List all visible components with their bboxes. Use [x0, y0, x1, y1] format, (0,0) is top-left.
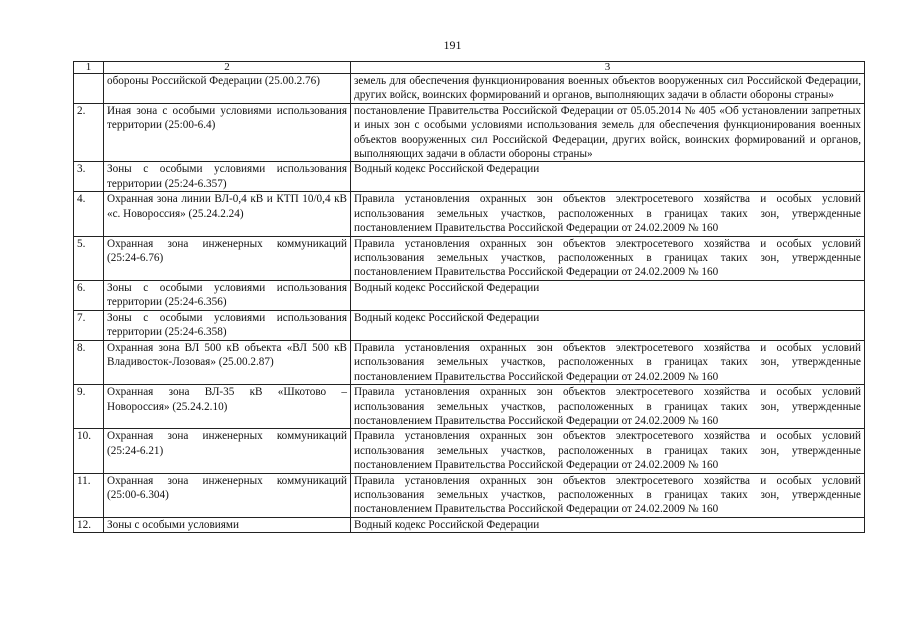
legal-source: Правила установления охранных зон объектов электросетевого хозяйства и особых условий использования земельных участков, расположенных в границах таких зон, утвержденные постановлением Правительства Российской Федерации от 24.02.2009 № 160 — [351, 192, 865, 236]
zone-name: Зоны с особыми условиями использования территории (25:24-6.356) — [104, 280, 351, 310]
row-number — [74, 74, 104, 104]
row-number: 4. — [74, 192, 104, 236]
zone-name: Охранная зона инженерных коммуникаций (25:24-6.21) — [104, 429, 351, 473]
legal-source: Правила установления охранных зон объектов электросетевого хозяйства и особых условий использования земельных участков, расположенных в границах таких зон, утвержденные постановлением Правительства Российской Федерации от 24.02.2009 № 160 — [351, 385, 865, 429]
zone-name: Зоны с особыми условиями использования территории (25:24-6.357) — [104, 162, 351, 192]
page-number: 191 — [443, 38, 462, 52]
zone-name: Охранная зона линии ВЛ-0,4 кВ и КТП 10/0,4 кВ «с. Новороссия» (25.24.2.24) — [104, 192, 351, 236]
legal-source: Водный кодекс Российской Федерации — [351, 162, 865, 192]
table-row — [74, 473, 865, 517]
legal-source: Правила установления охранных зон объектов электросетевого хозяйства и особых условий использования земельных участков, расположенных в границах таких зон, утвержденные постановлением Правительства Российской Федерации от 24.02.2009 № 160 — [351, 473, 865, 517]
legal-source: Водный кодекс Российской Федерации — [351, 280, 865, 310]
row-number: 8. — [74, 340, 104, 384]
table-row — [74, 280, 865, 310]
table-row — [74, 103, 865, 162]
legal-source: Правила установления охранных зон объектов электросетевого хозяйства и особых условий использования земельных участков, расположенных в границах таких зон, утвержденные постановлением Правительства Российской Федерации от 24.02.2009 № 160 — [351, 236, 865, 280]
header-col-1: 1 — [74, 62, 104, 74]
table-row — [74, 192, 865, 236]
row-number: 9. — [74, 385, 104, 429]
row-number: 7. — [74, 310, 104, 340]
header-col-3: 3 — [351, 62, 865, 74]
table-row — [74, 340, 865, 384]
zone-name: Охранная зона инженерных коммуникаций (25:00-6.304) — [104, 473, 351, 517]
table-row — [74, 429, 865, 473]
zone-name: Зоны с особыми условиями использования территории (25:24-6.358) — [104, 310, 351, 340]
zone-name: Зоны с особыми условиями — [104, 517, 351, 532]
table-row — [74, 385, 865, 429]
legal-source: Правила установления охранных зон объектов электросетевого хозяйства и особых условий использования земельных участков, расположенных в границах таких зон, утвержденные постановлением Правительства Российской Федерации от 24.02.2009 № 160 — [351, 429, 865, 473]
legal-source: Правила установления охранных зон объектов электросетевого хозяйства и особых условий использования земельных участков, расположенных в границах таких зон, утвержденные постановлением Правительства Российской Федерации от 24.02.2009 № 160 — [351, 340, 865, 384]
header-col-2: 2 — [104, 62, 351, 74]
legal-source: Водный кодекс Российской Федерации — [351, 517, 865, 532]
zone-name: Охранная зона ВЛ-35 кВ «Шкотово – Новороссия» (25.24.2.10) — [104, 385, 351, 429]
row-number: 6. — [74, 280, 104, 310]
legal-source: постановление Правительства Российской Федерации от 05.05.2014 № 405 «Об установлении запретных и иных зон с особыми условиями использования земель для обеспечения функционирования военных объектов вооруженных сил Российской Федерации, других войск, воинских формирований и органов, выполняющих задачи в области обороны страны» — [351, 103, 865, 162]
row-number: 5. — [74, 236, 104, 280]
table-row — [74, 74, 865, 104]
table-row — [74, 236, 865, 280]
table-row — [74, 310, 865, 340]
zone-name: Охранная зона инженерных коммуникаций (25:24-6.76) — [104, 236, 351, 280]
row-number: 10. — [74, 429, 104, 473]
row-number: 12. — [74, 517, 104, 532]
row-number: 11. — [74, 473, 104, 517]
row-number: 3. — [74, 162, 104, 192]
table-row — [74, 162, 865, 192]
zones-table — [73, 61, 865, 533]
zone-name: Иная зона с особыми условиями использования территории (25:00-6.4) — [104, 103, 351, 162]
legal-source: земель для обеспечения функционирования военных объектов вооруженных сил Российской Федерации, других войск, воинских формирований и органов, выполняющих задачи в области обороны страны» — [351, 74, 865, 104]
zone-name: обороны Российской Федерации (25.00.2.76) — [104, 74, 351, 104]
legal-source: Водный кодекс Российской Федерации — [351, 310, 865, 340]
table-row — [74, 517, 865, 532]
row-number: 2. — [74, 103, 104, 162]
zone-name: Охранная зона ВЛ 500 кВ объекта «ВЛ 500 кВ Владивосток-Лозовая» (25.00.2.87) — [104, 340, 351, 384]
table-header-row — [74, 62, 865, 74]
